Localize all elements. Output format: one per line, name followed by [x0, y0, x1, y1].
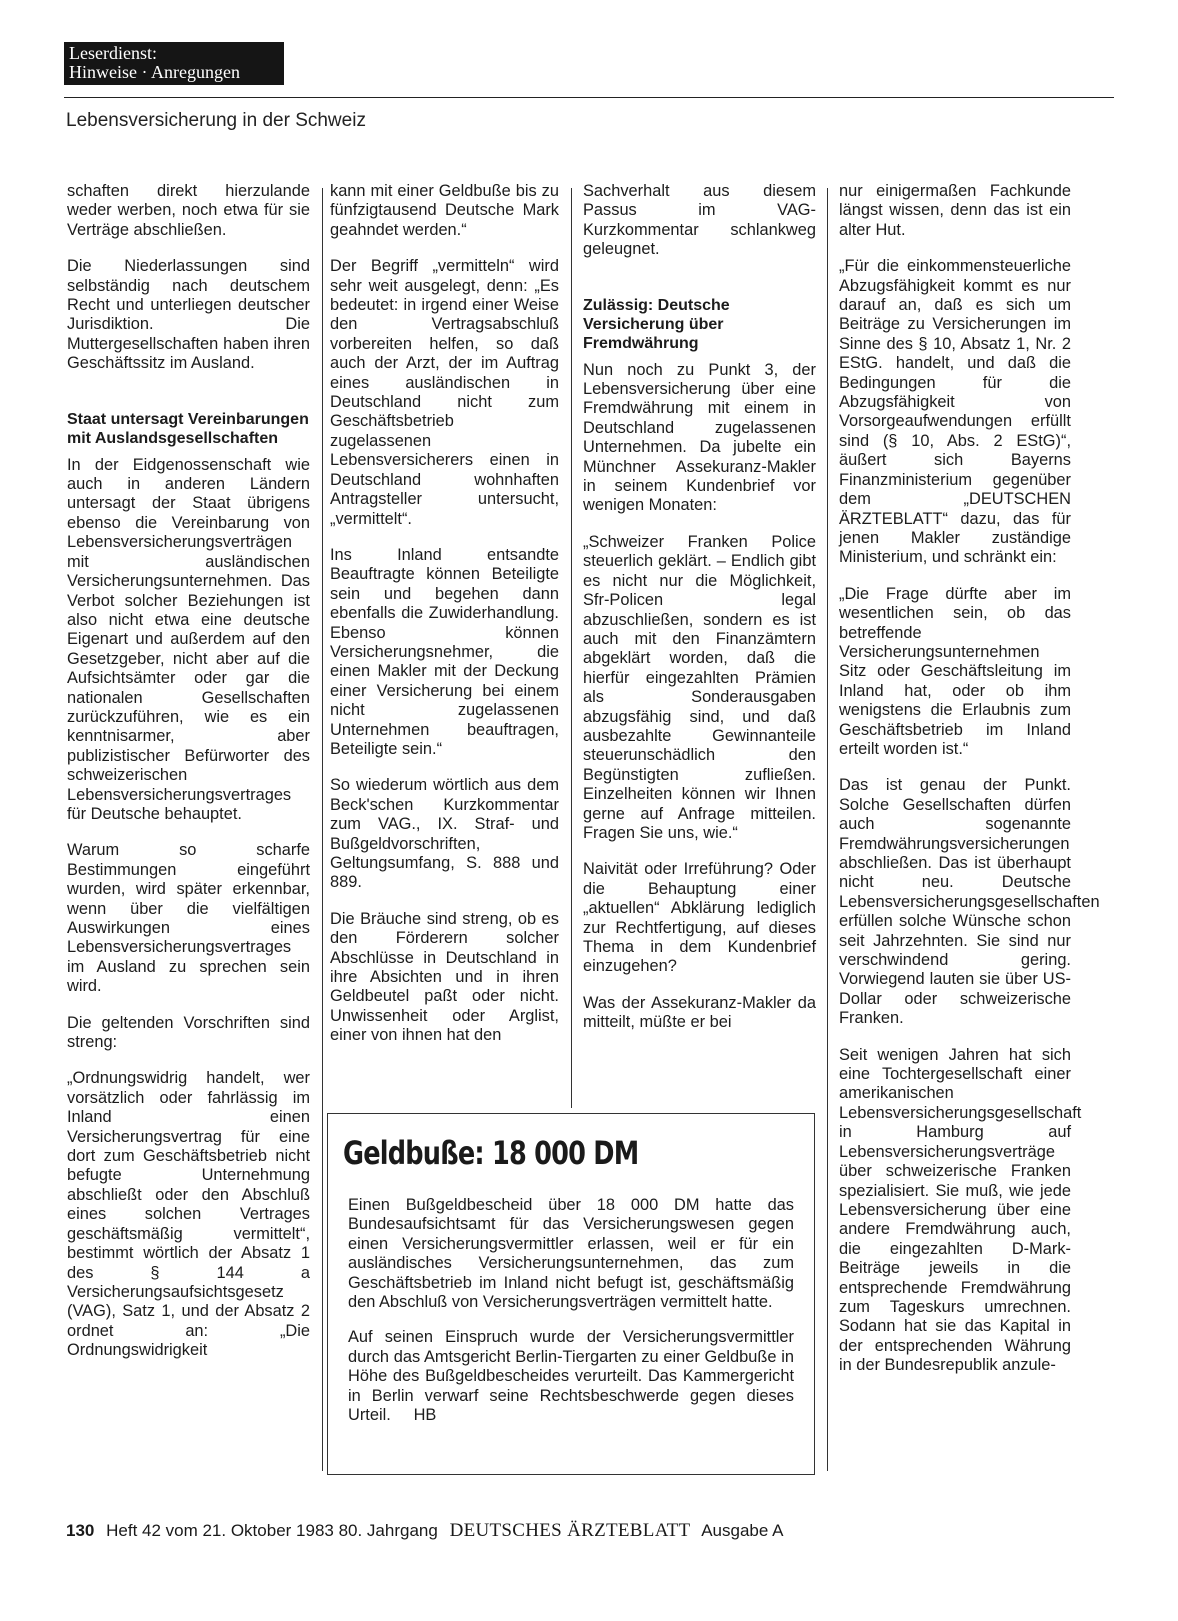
paragraph: Naivität oder Irreführung? Oder die Behauptung einer „aktuellen“ Abklärung lediglich zur Rechtfertigung, auf dieses Thema in dem Kundenbrief einzugehen? [583, 860, 816, 976]
header-rule [64, 97, 1114, 98]
page-number: 130 [66, 1521, 95, 1540]
issue-info: Heft 42 vom 21. Oktober 1983 80. Jahrgang [106, 1521, 438, 1540]
paragraph: In der Eidgenossenschaft wie auch in anderen Ländern untersagt der Staat übrigens ebenso die Vereinbarung von Lebensversicherungsverträgen mit ausländischen Versicherungsunternehmen. Das Verbot solcher Beziehungen ist also nicht etwa eine deutsche Eigenart und außerdem auf den Gesetzgeber, nicht aber auf die Aufsichtsämter oder gar die nationalen Gesellschaften zurückzuführen, wie es ein kenntnisarmer, aber publizistischer Befürworter des schweizerischen Lebensversicherungsvertrages für Deutsche behauptet. [67, 455, 310, 823]
paragraph: Was der Assekuranz-Makler da mitteilt, müßte er bei [583, 993, 816, 1032]
paragraph: Die geltenden Vorschriften sind streng: [67, 1013, 310, 1052]
page-footer [66, 1520, 790, 1542]
section-label-line1: Leserdienst: [69, 43, 157, 63]
paragraph: „Schweizer Franken Police steuerlich geklärt. – Endlich gibt es nicht nur die Möglichkeit, Sfr-Policen legal abzuschließen, sondern es ist auch mit den Finanzämtern abgeklärt worden, daß die hierfür eingezahlten Prämien als Sonderausgaben abzugsfähig sind, und daß ausbezahlte Gewinnanteile steuerunschädlich den Begünstigten zufließen. Einzelheiten können wir Ihnen gerne auf Anfrage mitteilen. Fragen Sie uns, wie.“ [583, 532, 816, 842]
article-column-1 [67, 182, 310, 1378]
paragraph: Ins Inland entsandte Beauftragte können Beteiligte sein und begehen dann ebenfalls die Zuwiderhandlung. Ebenso können Versicherungsnehmer, die einen Makler mit der Deckung einer Versicherung bei einem nicht zugelassenen Unternehmen beauftragen, Beteiligte sein.“ [330, 545, 559, 758]
subheading: Zulässig: Deutsche Versicherung über Fremdwährung [583, 296, 730, 352]
box-paragraph: Einen Bußgeldbescheid über 18 000 DM hatte das Bundesaufsichtsamt für das Versicherungswesen gegen einen Versicherungsvermittler erlassen, weil er für ein ausländisches Versicherungsunternehmen, das zum Geschäftsbetrieb im Inland nicht befugt ist, geschäftsmäßig den Abschluß von Versicherungsverträgen vermittelt hatte. [348, 1196, 794, 1312]
paragraph: Nun noch zu Punkt 3, der Lebensversicherung über eine Fremdwährung mit einem in Deutschland zugelassenen Unternehmen. Da jubelte ein Münchner Assekuranz-Makler in seinem Kundenbrief vor wenigen Monaten: [583, 360, 816, 515]
box-body [348, 1196, 799, 1441]
paragraph: Warum so scharfe Bestimmungen eingeführt wurden, wird später erkennbar, wenn über die vielfältigen Auswirkungen eines Lebensversicherungsvertrages im Ausland zu sprechen sein wird. [67, 841, 310, 996]
paragraph: Die Bräuche sind streng, ob es den Förderern solcher Abschlüsse in Deutschland in ihre Absichten und in ihren Geldbeutel paßt oder nicht. Unwissenheit oder Arglist, einer von ihnen hat den [330, 909, 559, 1045]
paragraph: nur einigermaßen Fachkunde längst wissen, denn das ist ein alter Hut. [839, 182, 1071, 239]
section-label-line2: Hinweise · Anregungen [69, 62, 240, 82]
subheading: Staat untersagt Vereinbarungen mit Auslandsgesellschaften [67, 410, 309, 447]
paragraph: Das ist genau der Punkt. Solche Gesellschaften dürfen auch sogenannte Fremdwährungsversicherungen abschließen. Das ist überhaupt nicht neu. Deutsche Lebensversicherungsgesellschaften erfüllen solche Wünsche schon seit Jahrzehnten. Sie sind nur verschwindend gering. Vorwiegend lauten sie über US-Dollar oder schweizerische Franken. [839, 776, 1100, 1028]
column-divider-3 [827, 188, 828, 1471]
paragraph: kann mit einer Geldbuße bis zu fünfzigtausend Deutsche Mark geahndet werden.“ [330, 182, 559, 239]
section-label [64, 42, 284, 85]
edition-label: Ausgabe A [701, 1521, 784, 1540]
page-title: Lebensversicherung in der Schweiz [66, 110, 366, 131]
paragraph: „Für die einkommensteuerliche Abzugsfähigkeit kommt es nur darauf an, daß es sich um Beiträge zu Versicherungen im Sinne des § 10, Absatz 1, Nr. 2 EStG. handelt, und daß die Bedingungen für die Abzugsfähigkeit von Vorsorgeaufwendungen erfüllt sind (§ 10, Abs. 2 EStG)“, äußert sich Bayerns Finanzministerium gegenüber dem „DEUTSCHEN ÄRZTEBLATT“ dazu, das für jenen Makler zuständige Ministerium, und schränkt ein: [839, 257, 1071, 567]
box-title: Geldbuße: 18 000 DM [343, 1134, 639, 1172]
sidebar-box [327, 1113, 815, 1475]
paragraph: schaften direkt hierzulande weder werben, noch etwa für sie Verträge abschließen. [67, 182, 310, 239]
paragraph: „Ordnungswidrig handelt, wer vorsätzlich oder fahrlässig im Inland einen Versicherungsvertrag für eine dort zum Geschäftsbetrieb nicht befugte Unternehmung abschließt oder den Abschluß eines solchen Vertrages geschäftsmäßig vermittelt“, bestimmt wörtlich der Absatz 1 des § 144 a Versicherungsaufsichtsgesetz (VAG), Satz 1, und der Absatz 2 ordnet an: „Die Ordnungswidrigkeit [67, 1069, 310, 1360]
paragraph: Der Begriff „vermitteln“ wird sehr weit ausgelegt, denn: „Es bedeutet: in irgend einer Weise den Vertragsabschluß vorbereiten helfen, so daß auch der Arzt, der im Auftrag eines ausländischen in Deutschland nicht zum Geschäftsbetrieb zugelassenen Lebensversicherers einen in Deutschland wohnhaften Antragsteller untersucht, „vermittelt“. [330, 257, 559, 528]
article-column-2 [330, 182, 559, 1063]
column-divider-2 [571, 188, 572, 1108]
paragraph: So wiederum wörtlich aus dem Beck'schen Kurzkommentar zum VAG., IX. Straf- und Bußgeldvorschriften, Geltungsumfang, S. 888 und 889. [330, 776, 559, 892]
paragraph: „Die Frage dürfte aber im wesentlichen sein, ob das betreffende Versicherungsunternehmen Sitz oder Geschäftsleitung im Inland hat, oder ob ihm wenigstens die Erlaubnis zum Geschäftsbetrieb im Inland erteilt worden ist.“ [839, 584, 1071, 758]
paragraph: Die Niederlassungen sind selbständig nach deutschem Recht und unterliegen deutscher Jurisdiktion. Die Muttergesellschaften haben ihren Geschäftssitz im Ausland. [67, 257, 310, 373]
article-column-4 [839, 182, 1100, 1393]
paragraph: Seit wenigen Jahren hat sich eine Tochtergesellschaft einer amerikanischen Lebensversicherungsgesellschaft in Hamburg auf Lebensversicherungsverträge über schweizerische Franken spezialisiert. Sie muß, wie jede Lebensversicherung über eine andere Fremdwährung auch, die eingezahlten D-Mark-Beiträge jeweils in die entsprechende Fremdwährung zum Tageskurs umrechnen. Sodann hat sie das Kapital in der entsprechenden Währung in der Bundesrepublik anzule- [839, 1045, 1082, 1375]
article-column-3 [583, 182, 816, 1050]
column-divider-1 [322, 188, 323, 1471]
paragraph: Sachverhalt aus diesem Passus im VAG-Kurzkommentar schlankweg geleugnet. [583, 182, 816, 259]
box-paragraph: Auf seinen Einspruch wurde der Versicherungsvermittler durch das Amtsgericht Berlin-Tiergarten zu einer Geldbuße in Höhe des Bußgeldbescheides verurteilt. Das Kammergericht in Berlin verwarf seine Rechtsbeschwerde gegen dieses Urteil. HB [348, 1328, 799, 1425]
journal-name: DEUTSCHES ÄRZTEBLATT [449, 1520, 691, 1541]
